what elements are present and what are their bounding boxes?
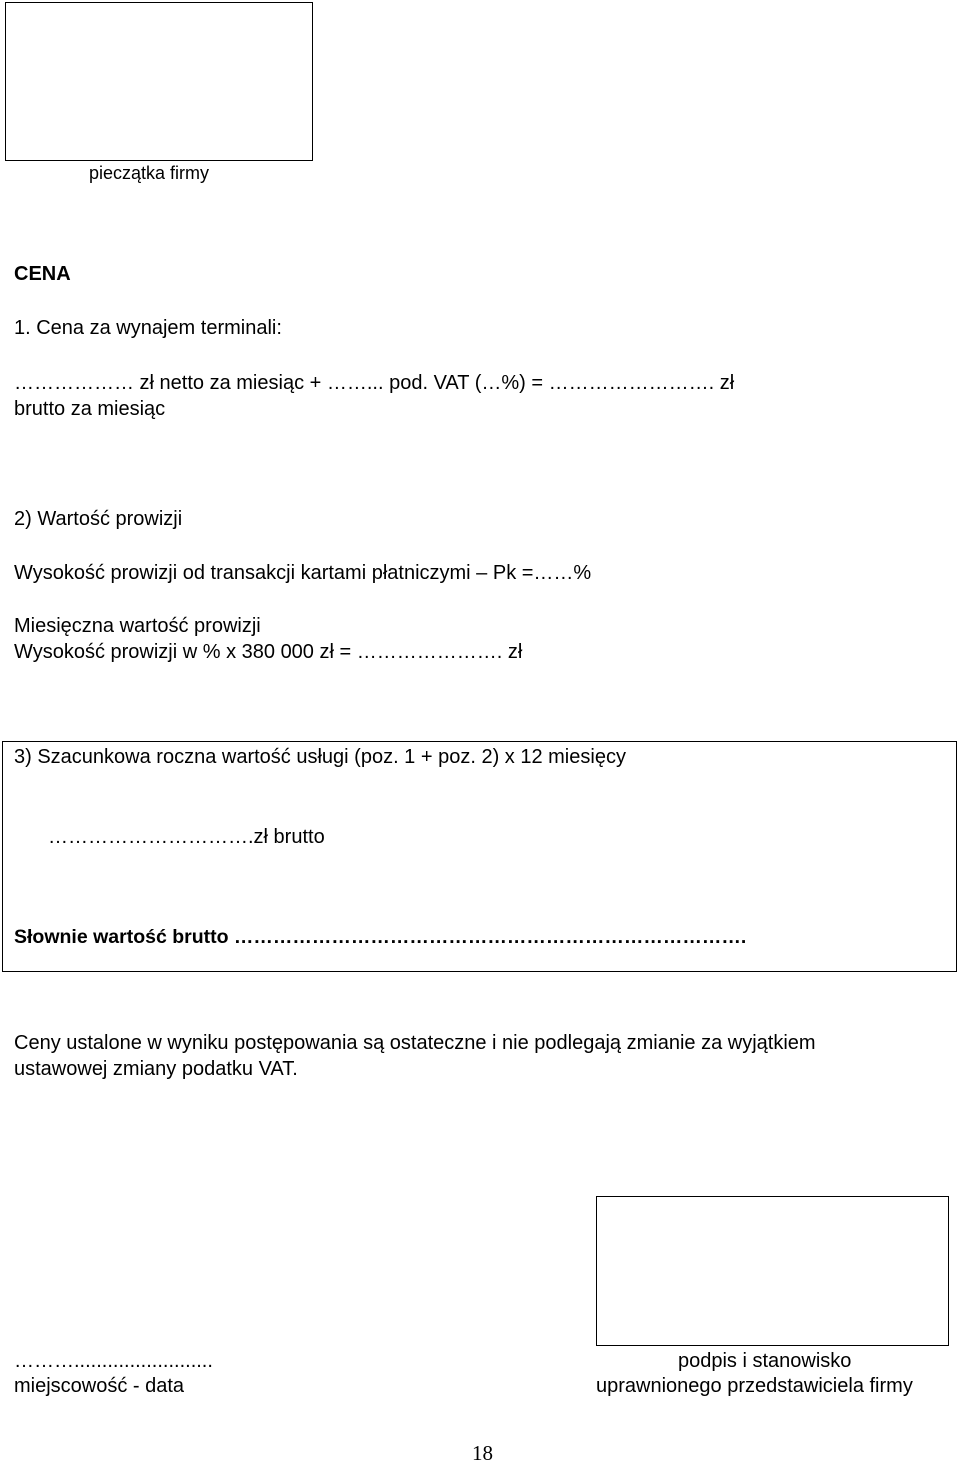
section3-heading: 3) Szacunkowa roczna wartość usługi (poz. 1 + poz. 2) x 12 miesięcy: [14, 746, 626, 768]
place-date-label: miejscowość - data: [14, 1375, 185, 1397]
monthly-commission-formula: Wysokość prowizji w % x 380 000 zł = …………………. zł: [14, 641, 523, 663]
stamp-label: pieczątka firmy: [89, 163, 210, 183]
commission-rate-line: Wysokość prowizji od transakcji kartami płatniczymi – Pk =……%: [14, 562, 592, 584]
notice-line-1: Ceny ustalone w wyniku postępowania są ostateczne i nie podlegają zmianie za wyjątkiem: [14, 1032, 816, 1054]
place-date-dots: ……….........................: [14, 1350, 213, 1372]
section-title: CENA: [14, 263, 71, 285]
company-stamp-box: [5, 2, 313, 161]
signature-box: [596, 1196, 949, 1346]
annual-amount-line: ………………………….zł brutto: [48, 826, 325, 848]
amount-in-words-line: Słownie wartość brutto …………………………………………………………………….: [14, 926, 747, 948]
section1-price-line-continued: brutto za miesiąc: [14, 398, 166, 420]
section1-price-line: ……………… zł netto za miesiąc + ……... pod. VAT (…%) = ……………………. zł: [14, 372, 735, 394]
page-number: 18: [472, 1441, 493, 1465]
monthly-commission-label: Miesięczna wartość prowizji: [14, 615, 261, 637]
notice-line-2: ustawowej zmiany podatku VAT.: [14, 1058, 298, 1080]
section2-heading: 2) Wartość prowizji: [14, 508, 183, 530]
section1-heading: 1. Cena za wynajem terminali:: [14, 317, 282, 339]
signature-label-line-2: uprawnionego przedstawiciela firmy: [596, 1375, 913, 1397]
signature-label-line-1: podpis i stanowisko: [678, 1350, 852, 1372]
